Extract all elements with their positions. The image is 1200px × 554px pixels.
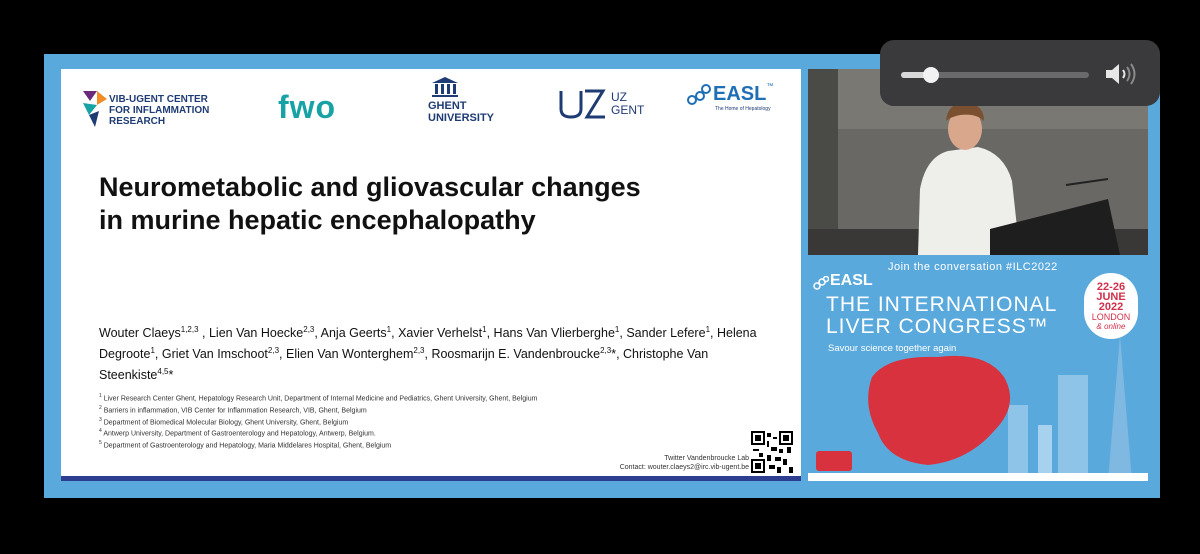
author-name: Roosmarijn E. Vandenbroucke: [431, 347, 601, 362]
fwo-logo: [278, 89, 336, 126]
easl-tagline: The Home of Hepatology: [715, 106, 771, 112]
easl-logo-text: EASL: [713, 83, 767, 105]
author-separator: ,: [314, 326, 321, 341]
uz-logo-line2: GENT: [611, 103, 645, 117]
affiliation-list: [99, 392, 619, 451]
affiliation-item: [99, 427, 619, 439]
author-separator: ,: [710, 326, 717, 341]
join-conversation-label: Join the conversation #ILC2022: [888, 261, 1058, 273]
ghent-university-logo: [428, 77, 494, 124]
fwo-logo-text: fwo: [278, 89, 337, 125]
vib-logo-mark: [83, 91, 107, 129]
contact-email: Contact: wouter.claeys2@irc.vib-ugent.be: [619, 464, 749, 471]
date-online: & online: [1096, 322, 1126, 331]
slide-footer-bar: [61, 476, 801, 481]
vib-logo-line2: FOR INFLAMMATION: [109, 104, 210, 116]
qr-code-icon[interactable]: [751, 431, 793, 473]
video-stage: [44, 54, 1160, 498]
author-affiliation-marker: 1,2,3: [180, 325, 199, 334]
author-name: Sander Lefere: [626, 326, 706, 341]
author-affiliation-marker: 1: [482, 325, 487, 334]
affiliation-item: [99, 404, 619, 416]
author-list: [99, 321, 769, 384]
author-separator: ,: [198, 326, 209, 341]
affiliation-number: 5: [99, 440, 102, 447]
author-affiliation-marker: 1: [150, 346, 155, 356]
author-separator: *,: [611, 347, 624, 362]
date-month: JUNE: [1096, 291, 1126, 303]
ghent-logo-line1: GHENT: [428, 100, 467, 112]
author-name: Elien Van Wonterghem: [285, 347, 414, 362]
ilc-banner: [808, 255, 1148, 481]
author-affiliation-marker: 4,5: [157, 367, 169, 377]
author-name: Christophe Van Steenkiste: [99, 347, 709, 383]
uz-gent-logo: [559, 89, 644, 119]
author-separator: ,: [424, 347, 432, 362]
affiliation-number: 1: [99, 393, 102, 399]
banner-title-line2: LIVER CONGRESS™: [826, 315, 1049, 338]
affiliation-text: Department of Biomedical Molecular Biology, Ghent University, Ghent, Belgium: [101, 418, 349, 426]
author-separator: ,: [279, 347, 286, 362]
author-separator: ,: [154, 347, 162, 362]
speaker-volume-icon[interactable]: [1104, 61, 1140, 87]
easl-trademark: ™: [766, 83, 774, 90]
author-name: Griet Van Imschoot: [161, 347, 268, 362]
volume-slider-knob[interactable]: [923, 67, 939, 83]
banner-title-line1: THE INTERNATIONAL: [826, 293, 1058, 316]
affiliation-text: Barriers in inflammation, VIB Center for Inflammation Research, VIB, Ghent, Belgium: [101, 407, 367, 415]
author-name: Wouter Claeys: [99, 326, 181, 341]
author-affiliation-marker: 2,3: [413, 346, 425, 356]
date-year: 2022: [1098, 301, 1124, 313]
uz-logo-line1: UZ: [611, 90, 627, 104]
affiliation-text: Liver Research Center Ghent, Hepatology Research Unit, Department of Internal Medicine and Pediatrics, Ghent University, Ghent, Belgium: [101, 395, 538, 403]
affiliation-number: 3: [99, 416, 102, 423]
author-affiliation-marker: 2,3: [303, 325, 315, 334]
affiliation-item: [99, 439, 619, 451]
affiliation-text: Antwerp University, Department of Gastroenterology and Hepatology, Antwerp, Belgium.: [101, 430, 376, 438]
easl-logo: [687, 83, 773, 112]
author-name: Xavier Verhelst: [398, 326, 483, 341]
affiliation-item: [99, 392, 619, 404]
author-name: Hans Van Vlierberghe: [493, 326, 615, 341]
author-affiliation-marker: 1: [705, 325, 711, 334]
author-separator: *: [168, 368, 174, 383]
volume-slider[interactable]: [901, 72, 1089, 78]
author-separator: ,: [619, 326, 627, 341]
author-name: Anja Geerts: [320, 326, 387, 341]
volume-overlay: [880, 40, 1160, 106]
vib-logo: [83, 91, 209, 129]
author-affiliation-marker: 1: [614, 325, 620, 334]
affiliation-item: [99, 416, 619, 428]
author-separator: ,: [391, 326, 399, 341]
author-separator: ,: [486, 326, 494, 341]
author-name: Lien Van Hoecke: [208, 326, 304, 341]
congress-date-badge: [1084, 273, 1138, 339]
uz-logo-mark: [559, 89, 607, 119]
presentation-slide: [61, 69, 801, 481]
ghent-logo-line2: UNIVERSITY: [428, 112, 495, 124]
author-affiliation-marker: 2,3: [267, 346, 280, 356]
vib-logo-line3: RESEARCH: [109, 115, 166, 127]
date-city: LONDON: [1091, 312, 1131, 322]
author-name: Helena Degroote: [99, 326, 757, 362]
contact-block: [620, 454, 749, 472]
banner-easl-text: EASL: [830, 272, 873, 289]
easl-banner-cells-icon: [813, 276, 829, 290]
author-affiliation-marker: 1: [386, 325, 392, 334]
date-days: 22-26: [1096, 281, 1126, 293]
twitter-label: Twitter Vandenbroucke Lab: [664, 455, 749, 462]
banner-tagline: Savour science together again: [828, 343, 957, 354]
affiliation-number: 2: [99, 404, 102, 411]
affiliation-text: Department of Gastroenterology and Hepatology, Maria Middelares Hospital, Ghent, Belgium: [101, 442, 392, 450]
easl-cells-icon: [687, 84, 711, 106]
vib-logo-line1: VIB-UGENT CENTER: [109, 93, 208, 105]
university-building-icon: [432, 77, 458, 97]
affiliation-number: 4: [99, 428, 102, 435]
author-affiliation-marker: 2,3: [600, 346, 612, 356]
slide-title: Neurometabolic and gliovascular changes in murine hepatic encephalopathy: [99, 172, 641, 235]
